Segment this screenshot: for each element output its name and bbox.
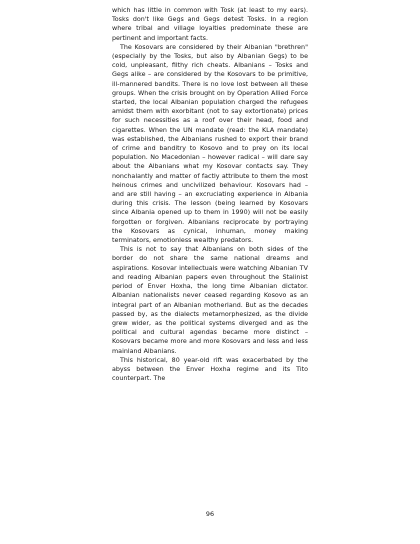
paragraph: which has little in common with Tosk (at least to my ears). Tosks don't like Gegs and Gegs detest Tosks. In a region where tribal and village loyalties predominate these are pertinent and important facts. — [112, 7, 308, 42]
page-number: 96 — [205, 510, 215, 518]
paragraph: This is not to say that Albanians on both sides of the border do not share the same national dreams and aspirations. Kosovar intellectuals were watching Albanian TV and reading Albanian papers even throughout the Stalinist period of Enver Hoxha, the long time Albanian dictator. Albanian nationalists never ceased regarding Kosovo as an integral part of an Albanian motherland. But as the decades passed by, as the dialects metamorphesized, as the divide grew wider, as the political systems diverged and as the political and cultural agendas became more distinct – Kosovars became more and more Kosovars and less and less mainland Albanians. — [112, 246, 308, 355]
paragraph: This historical, 80 year-old rift was exacerbated by the abyss between the Enver Hoxha regime and its Tito counterpart. The — [112, 356, 308, 383]
body-text — [112, 6, 308, 383]
paragraph: The Kosovars are considered by their Albanian "brethren" (especially by the Tosks, but also by Albanian Gegs) to be cold, unpleasant, filthy rich cheats. Albanians – Tosks and Gegs alike – are considered by the Kosovars to be primitive, ill-mannered bandits. There is no love lost between all these groups. When the crisis brought on by Operation Allied Force started, the local Albanian population charged the refugees amidst them with exorbitant (not to say extortionate) prices for such necessities as a roof over their head, food and cigarettes. When the UN mandate (read: the KLA mandate) was established, the Albanians rushed to export their brand of crime and banditry to Kosovo and to prey on its local population. No Macedonian – however radical – will dare say about the Albanians what my Kosovar contacts say. They nonchalantly and matter of factly attribute to them the most heinous crimes and uncivilized behaviour. Kosovars had – and are still having – an excruciating experience in Albania during this crisis. The lesson (being learned by Kosovars since Albania opened up to them in 1990) will not be easily forgotten or forgiven. Albanians reciprocate by portraying the Kosovars as cynical, inhuman, money making terminators, emotionless wealthy predators. — [112, 43, 308, 245]
